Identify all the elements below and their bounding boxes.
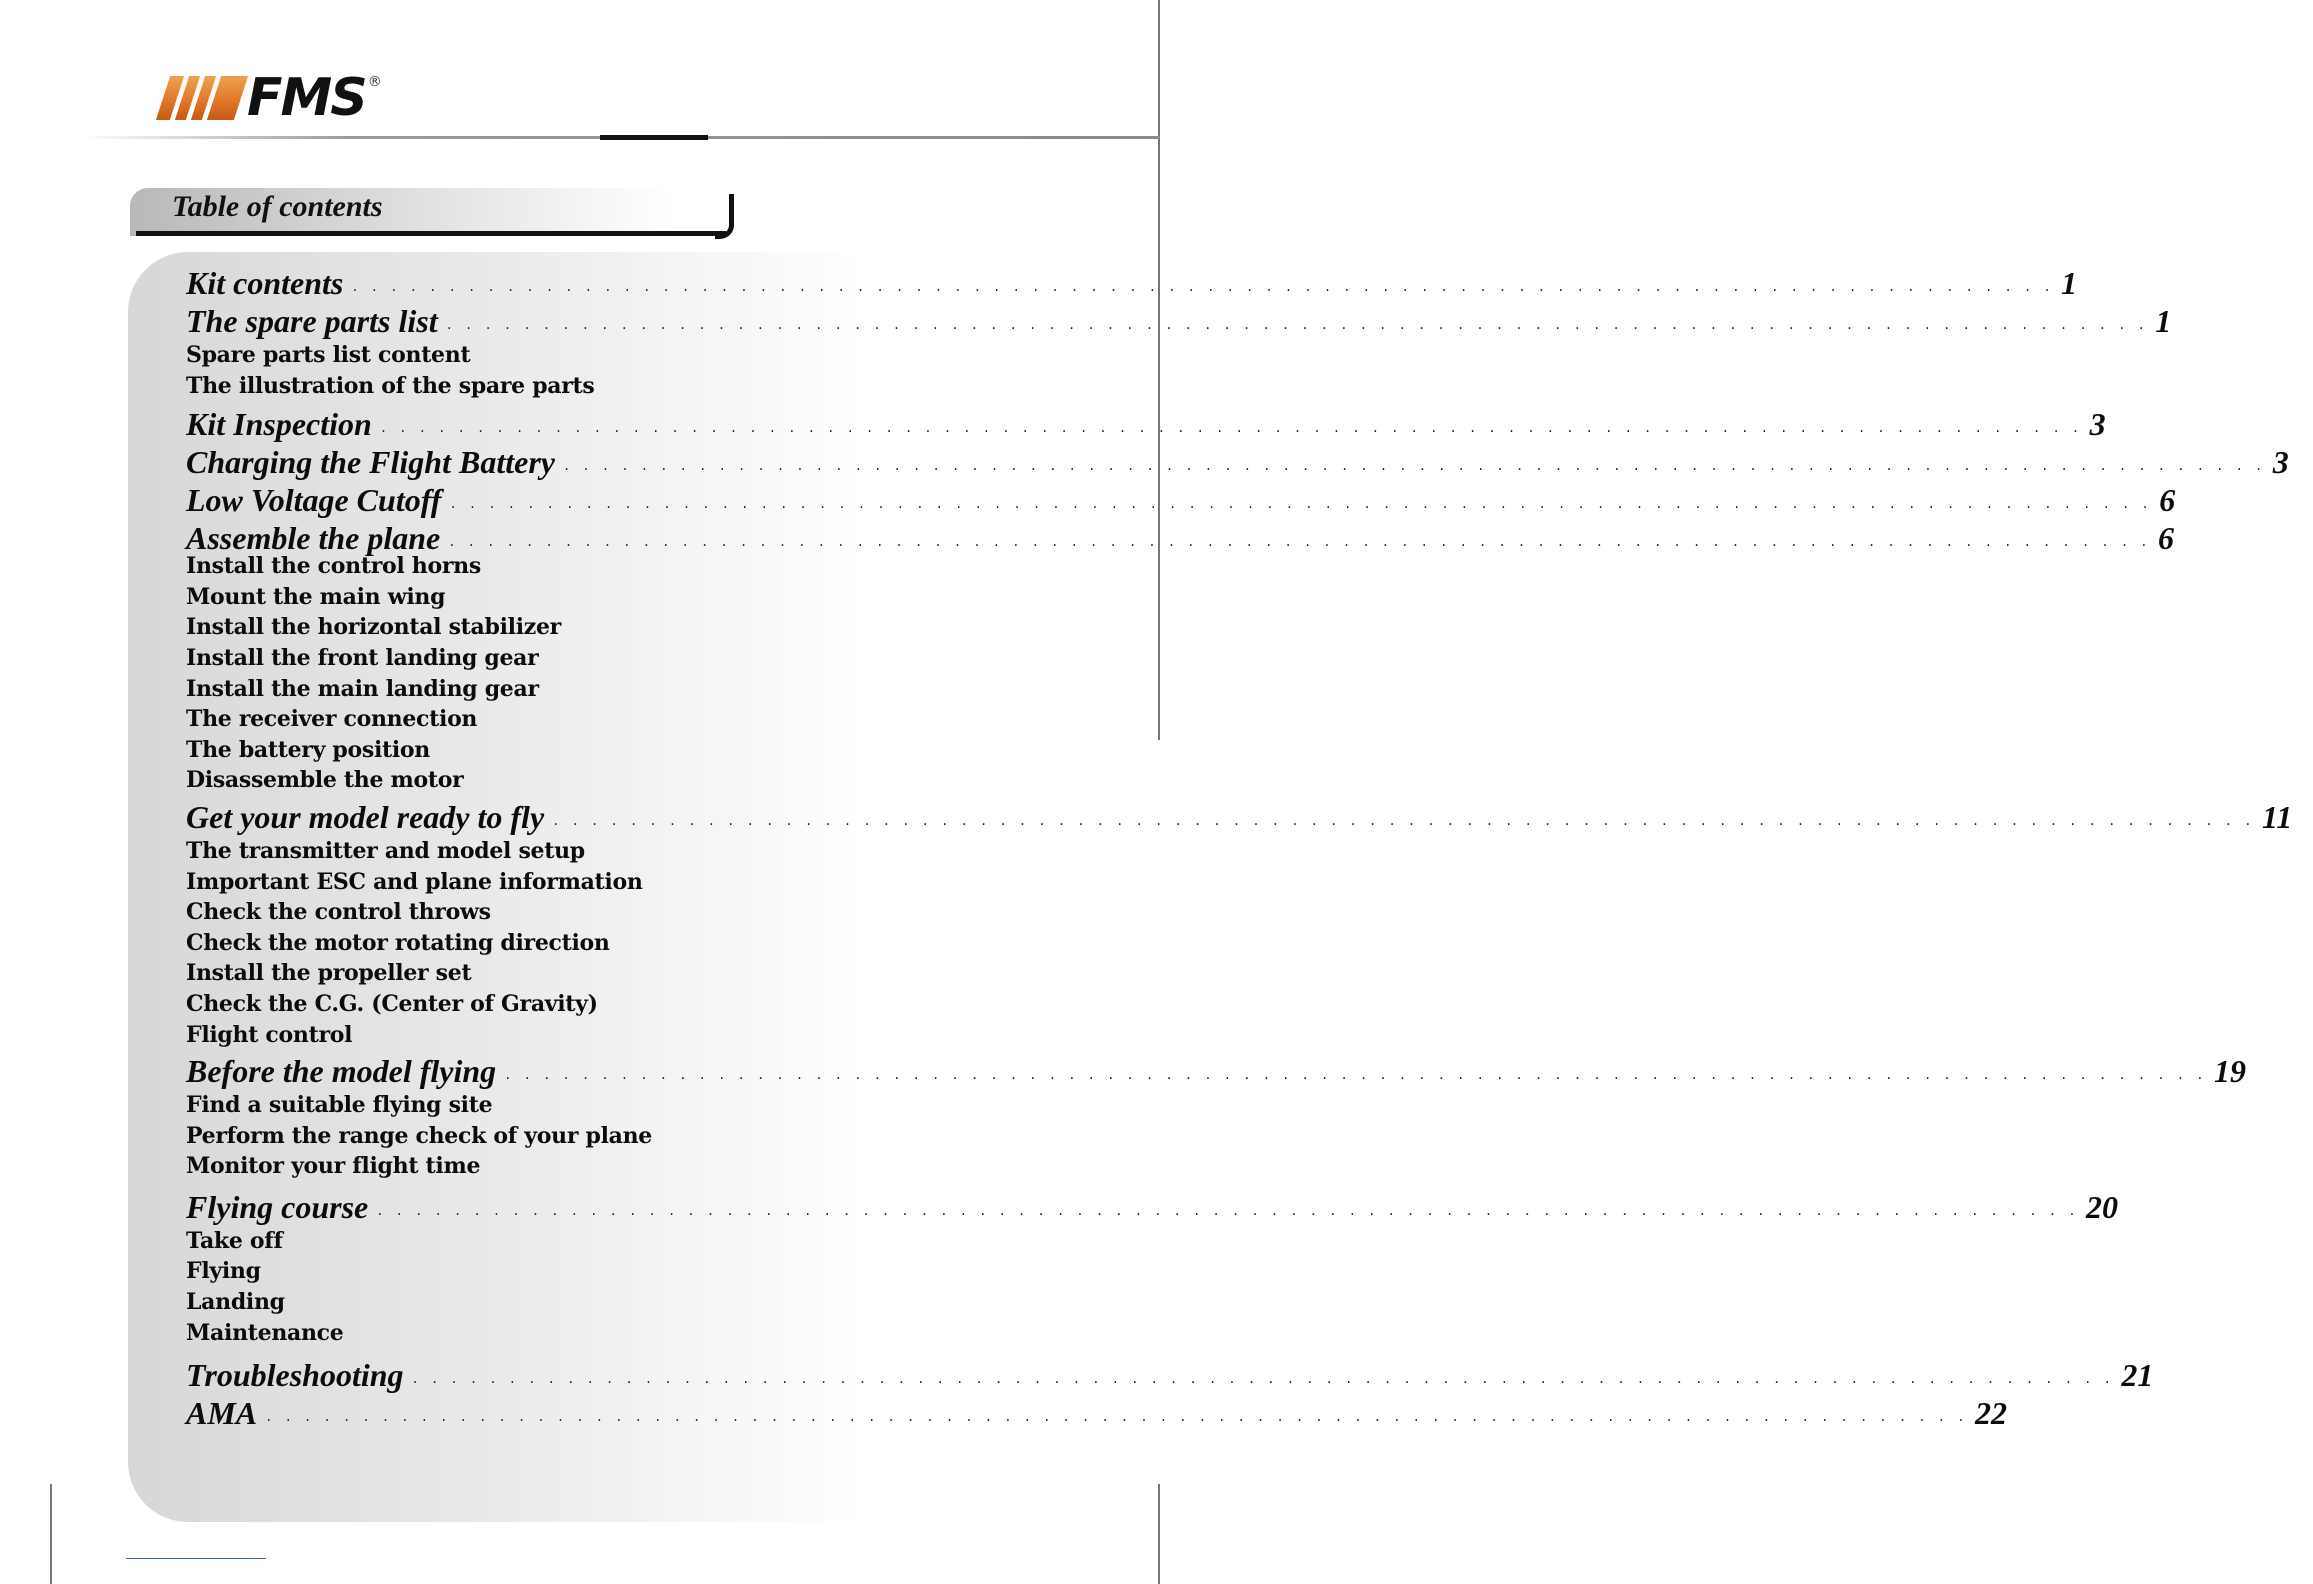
toc-entry-label: The battery position bbox=[186, 736, 431, 763]
toc-entry-label: Flying bbox=[186, 1258, 261, 1285]
toc-section-entry[interactable] bbox=[186, 302, 2172, 340]
toc-entry-label: Kit Inspection bbox=[186, 406, 372, 443]
toc-page-number: 3 bbox=[2089, 406, 2106, 443]
toc-subsection-entry[interactable] bbox=[186, 735, 1014, 766]
toc-section-entry[interactable] bbox=[186, 1356, 2154, 1394]
toc-entry-label: Take off bbox=[186, 1227, 283, 1254]
toc-dot-leader: . . . . . . . . . . . . . . . . . . . . . . . . . . . . . . . . . . . . . . . . . . . . . . . . . . . . . . . . . . . . . . . . . . . . . . . . . . . . . . . . . . . . . . . . bbox=[449, 497, 2152, 512]
toc-subsection-entry[interactable] bbox=[186, 765, 1014, 796]
toc-dot-leader: . . . . . . . . . . . . . . . . . . . . . . . . . . . . . . . . . . . . . . . . . . . . . . . . . . . . . . . . . . . . . . . . . . . . . . . . . . . . . . . . . . . . . . . . bbox=[504, 1068, 2206, 1083]
toc-dot-leader: . . . . . . . . . . . . . . . . . . . . . . . . . . . . . . . . . . . . . . . . . . . . . . . . . . . . . . . . . . . . . . . . . . . . . . . . . . . . . . . . . . . . . . . . bbox=[552, 813, 2254, 828]
toc-subsection-entry[interactable] bbox=[186, 897, 1014, 928]
toc-subsection-entry[interactable] bbox=[186, 1090, 1014, 1121]
toc-section-entry[interactable] bbox=[186, 481, 2176, 519]
toc-page-number: 19 bbox=[2213, 1053, 2246, 1090]
toc-dot-leader: . . . . . . . . . . . . . . . . . . . . . . . . . . . . . . . . . . . . . . . . . . . . . . . . . . . . . . . . . . . . . . . . . . . . . . . . . . . . . . . . . . . . . . . . bbox=[411, 1372, 2114, 1387]
toc-dot-leader: . . . . . . . . . . . . . . . . . . . . . . . . . . . . . . . . . . . . . . . . . . . . . . . . . . . . . . . . . . . . . . . . . . . . . . . . . . . . . . . . . . . . . . . . bbox=[562, 459, 2265, 474]
page-title: Table of contents bbox=[172, 190, 383, 223]
toc-entry-label: Flying course bbox=[186, 1188, 369, 1225]
toc-entry-label: Install the front landing gear bbox=[186, 644, 539, 671]
registered-mark: ® bbox=[367, 74, 382, 90]
toc-entry-label: Assemble the plane bbox=[186, 520, 441, 557]
toc-entry-label: Kit contents bbox=[186, 265, 344, 301]
toc-subsection-entry[interactable] bbox=[186, 989, 1014, 1020]
toc-page-number: 21 bbox=[2121, 1357, 2154, 1394]
toc-section-entry[interactable] bbox=[186, 798, 2293, 836]
toc-subsection-entry[interactable] bbox=[186, 674, 1014, 705]
toc-dot-leader: . . . . . . . . . . . . . . . . . . . . . . . . . . . . . . . . . . . . . . . . . . . . . . . . . . . . . . . . . . . . . . . . . . . . . . . . . . . . . . . . . . . . . . . . bbox=[445, 318, 2148, 332]
toc-section-entry[interactable] bbox=[186, 1188, 2119, 1226]
toc-subsection-entry[interactable] bbox=[186, 867, 1014, 898]
toc-subsection-entry[interactable] bbox=[186, 612, 1014, 643]
toc-entry-label: Monitor your flight time bbox=[186, 1153, 481, 1180]
toc-entry-label: Find a suitable flying site bbox=[186, 1092, 493, 1119]
logo-text: FMS bbox=[247, 68, 366, 128]
toc-entry-label: Troubleshooting bbox=[186, 1357, 404, 1394]
toc-subsection-entry[interactable] bbox=[186, 704, 1014, 735]
fms-logo-mark-icon bbox=[156, 76, 248, 120]
toc-page-number: 22 bbox=[1974, 1395, 2007, 1432]
table-of-contents bbox=[186, 264, 2293, 1432]
toc-section-entry[interactable] bbox=[186, 405, 2106, 443]
toc-dot-leader: . . . . . . . . . . . . . . . . . . . . . . . . . . . . . . . . . . . . . . . . . . . . . . . . . . . . . . . . . . . . . . . . . . . . . . . . . . . . . . . . . . . . . . . . bbox=[376, 1203, 2079, 1218]
right-margin-line bbox=[1158, 0, 1160, 740]
toc-entry-label: The illustration of the spare parts bbox=[186, 372, 595, 399]
toc-page-number: 6 bbox=[2159, 482, 2176, 519]
header-rule-accent bbox=[600, 135, 708, 140]
toc-dot-leader: . . . . . . . . . . . . . . . . . . . . . . . . . . . . . . . . . . . . . . . . . . . . . . . . . . . . . . . . . . . . . . . . . . . . . . . . . . . . . . . . . . . . . . . . bbox=[379, 421, 2082, 436]
toc-section-entry[interactable] bbox=[186, 443, 2289, 481]
toc-entry-label: Mount the main wing bbox=[186, 583, 446, 610]
toc-dot-leader: . . . . . . . . . . . . . . . . . . . . . . . . . . . . . . . . . . . . . . . . . . . . . . . . . . . . . . . . . . . . . . . . . . . . . . . . . . . . . . . . . . . . . . . . bbox=[448, 535, 2151, 550]
toc-subsection-entry[interactable] bbox=[186, 371, 1014, 402]
toc-subsection-entry[interactable] bbox=[186, 1256, 1014, 1287]
toc-entry-label: Disassemble the motor bbox=[186, 767, 464, 794]
toc-page-number: 20 bbox=[2086, 1188, 2119, 1225]
toc-entry-label: AMA bbox=[186, 1395, 258, 1432]
toc-subsection-entry[interactable] bbox=[186, 1226, 1014, 1257]
toc-entry-label: Install the propeller set bbox=[186, 960, 472, 987]
toc-entry-label: Important ESC and plane information bbox=[186, 868, 643, 895]
toc-entry-label: Flight control bbox=[186, 1021, 353, 1048]
toc-dot-leader: . . . . . . . . . . . . . . . . . . . . . . . . . . . . . . . . . . . . . . . . . . . . . . . . . . . . . . . . . . . . . . . . . . . . . . . . . . . . . . . . . . . . . . . . bbox=[351, 280, 2054, 294]
toc-entry-label: Perform the range check of your plane bbox=[186, 1122, 652, 1149]
toc-entry-label: Check the C.G. (Center of Gravity) bbox=[186, 990, 598, 1017]
toc-subsection-entry[interactable] bbox=[186, 1151, 1014, 1182]
toc-subsection-entry[interactable] bbox=[186, 1287, 1014, 1318]
toc-page-number: 3 bbox=[2272, 444, 2289, 481]
toc-section-entry[interactable] bbox=[186, 1394, 2007, 1432]
toc-entry-label: Check the control throws bbox=[186, 899, 491, 926]
toc-entry-label: The transmitter and model setup bbox=[186, 837, 585, 864]
toc-subsection-entry[interactable] bbox=[186, 643, 1014, 674]
left-margin-line-bottom bbox=[50, 1484, 52, 1584]
toc-entry-label: The receiver connection bbox=[186, 706, 478, 733]
toc-entry-label: Spare parts list content bbox=[186, 342, 471, 368]
title-underline bbox=[136, 231, 726, 236]
toc-section-entry[interactable] bbox=[186, 264, 2078, 302]
toc-entry-label: Check the motor rotating direction bbox=[186, 929, 610, 956]
toc-entry-label: Before the model flying bbox=[186, 1053, 497, 1090]
toc-dot-leader: . . . . . . . . . . . . . . . . . . . . . . . . . . . . . . . . . . . . . . . . . . . . . . . . . . . . . . . . . . . . . . . . . . . . . . . . . . . . . . . . . . . . . . . . bbox=[265, 1410, 1967, 1425]
toc-page-number: 1 bbox=[2155, 303, 2172, 339]
toc-entry-label: The spare parts list bbox=[186, 303, 438, 339]
toc-subsection-entry[interactable] bbox=[186, 836, 1014, 867]
toc-subsection-entry[interactable] bbox=[186, 1121, 1014, 1152]
toc-subsection-entry[interactable] bbox=[186, 1318, 1014, 1349]
footer-link-underline bbox=[126, 1558, 266, 1559]
toc-page-number: 11 bbox=[2261, 798, 2293, 835]
toc-subsection-entry[interactable] bbox=[186, 582, 1014, 613]
fms-logo bbox=[163, 70, 382, 126]
toc-entry-label: Maintenance bbox=[186, 1319, 344, 1346]
toc-subsection-entry[interactable] bbox=[186, 340, 1014, 371]
toc-entry-label: Charging the Flight Battery bbox=[186, 444, 555, 481]
toc-entry-label: Install the main landing gear bbox=[186, 675, 539, 702]
toc-entry-label: Low Voltage Cutoff bbox=[186, 482, 442, 519]
toc-page-number: 1 bbox=[2061, 265, 2078, 301]
toc-subsection-entry[interactable] bbox=[186, 1020, 1014, 1051]
toc-subsection-entry[interactable] bbox=[186, 928, 1014, 959]
toc-subsection-entry[interactable] bbox=[186, 958, 1014, 989]
toc-entry-label: Install the control horns bbox=[186, 553, 481, 580]
toc-entry-label: Install the horizontal stabilizer bbox=[186, 614, 561, 641]
toc-page-number: 6 bbox=[2158, 520, 2175, 557]
toc-entry-label: Get your model ready to fly bbox=[186, 798, 545, 835]
toc-entry-label: Landing bbox=[186, 1289, 285, 1316]
right-margin-line-bottom bbox=[1158, 1484, 1160, 1584]
toc-section-entry[interactable] bbox=[186, 1052, 2246, 1090]
